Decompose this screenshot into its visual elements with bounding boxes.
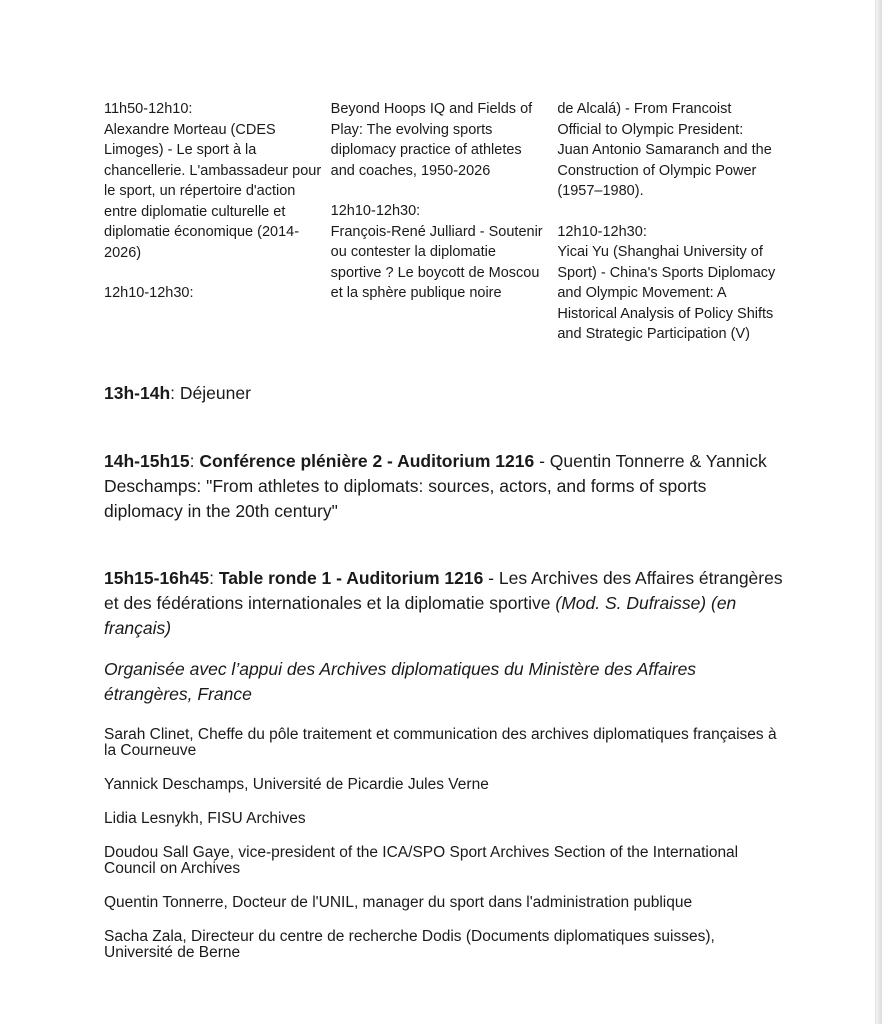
talk-text: Alexandre Morteau (CDES Limoges) - Le sport à la chancellerie. L'ambassadeur pour le sport, un répertoire d'action entre diplomatie culturelle et diplomatie économique (2014-2026) xyxy=(104,121,322,261)
plenary-separator: : xyxy=(189,451,200,471)
talk-text: Beyond Hoops IQ and Fields of Play: The evolving sports diplomacy practice of athletes and coaches, 1950-2026 xyxy=(330,101,533,179)
roundtable-organised-by: Organisée avec l’appui des Archives diplomatiques du Ministère des Affaires étrangères, France xyxy=(104,659,697,704)
talk-text: Yicai Yu (Shanghai University of Sport) - China's Sports Diplomacy and Olympic Movement: A Historical Analysis of Policy Shifts and Strategic Participation (V) xyxy=(557,244,776,342)
session-columns xyxy=(104,99,784,345)
talk-time: 12h10-12h30: xyxy=(557,223,647,240)
lunch-label: Déjeuner xyxy=(179,383,251,403)
lunch-line xyxy=(104,381,784,406)
talk-text: de Alcalá) - From Francoist Official to Olympic President: Juan Antonio Samaranch and the Construction of Olympic Power (1957–1980). xyxy=(557,101,772,199)
column-3 xyxy=(557,99,784,345)
talk-time: 12h10-12h30: xyxy=(330,203,421,219)
talk-entry xyxy=(331,201,550,304)
plenary-title: Conférence plénière 2 - Auditorium 1216 xyxy=(199,451,535,471)
talk-entry xyxy=(557,99,776,202)
talk-entry xyxy=(104,99,323,263)
lunch-separator: : xyxy=(170,383,180,403)
roundtable-session xyxy=(104,566,784,979)
roundtable-separator: : xyxy=(209,568,219,588)
roundtable-moderator: (Mod. S. Dufraisse) (en français) xyxy=(104,593,737,638)
plenary-description: - Quentin Tonnerre & Yannick Deschamps: "From athletes to diplomats: sources, actors, and forms of sports diplomacy in the 20th century" xyxy=(104,451,767,521)
panelist: Sacha Zala, Directeur du centre de recherche Dodis (Documents diplomatiques suisses), Université de Berne xyxy=(104,928,715,961)
talk-text: François-René Julliard - Soutenir ou contester la diplomatie sportive ? Le boycott de Moscou et la sphère publique noire xyxy=(330,223,543,301)
panelist: Quentin Tonnerre, Docteur de l'UNIL, manager du sport dans l'administration publique xyxy=(104,894,693,911)
panelist: Sarah Clinet, Cheffe du pôle traitement et communication des archives diplomatiques françaises à la Courneuve xyxy=(104,726,777,759)
panelist: Lidia Lesnykh, FISU Archives xyxy=(104,810,306,827)
panelist: Doudou Sall Gaye, vice-president of the ICA/SPO Sport Archives Section of the International Council on Archives xyxy=(104,844,739,877)
panelist-list xyxy=(104,727,784,961)
plenary-session xyxy=(104,449,784,524)
talk-entry xyxy=(104,283,323,304)
talk-time: 12h10-12h30: xyxy=(104,285,194,301)
panelist: Yannick Deschamps, Université de Picardie Jules Verne xyxy=(104,776,489,793)
roundtable-title: Table ronde 1 - Auditorium 1216 xyxy=(218,568,484,588)
talk-time: 11h50-12h10: xyxy=(104,101,193,117)
talk-entry xyxy=(557,222,776,345)
column-2 xyxy=(331,99,558,345)
page-edge xyxy=(875,0,882,1024)
roundtable-description: - Les Archives des Affaires étrangères et des fédérations internationales et la diplomatie sportive xyxy=(104,568,783,613)
column-1 xyxy=(104,99,331,345)
talk-entry xyxy=(331,99,550,181)
plenary-time: 14h-15h15 xyxy=(104,451,190,471)
roundtable-time: 15h15-16h45 xyxy=(104,568,210,588)
lunch-time: 13h-14h xyxy=(104,383,171,403)
